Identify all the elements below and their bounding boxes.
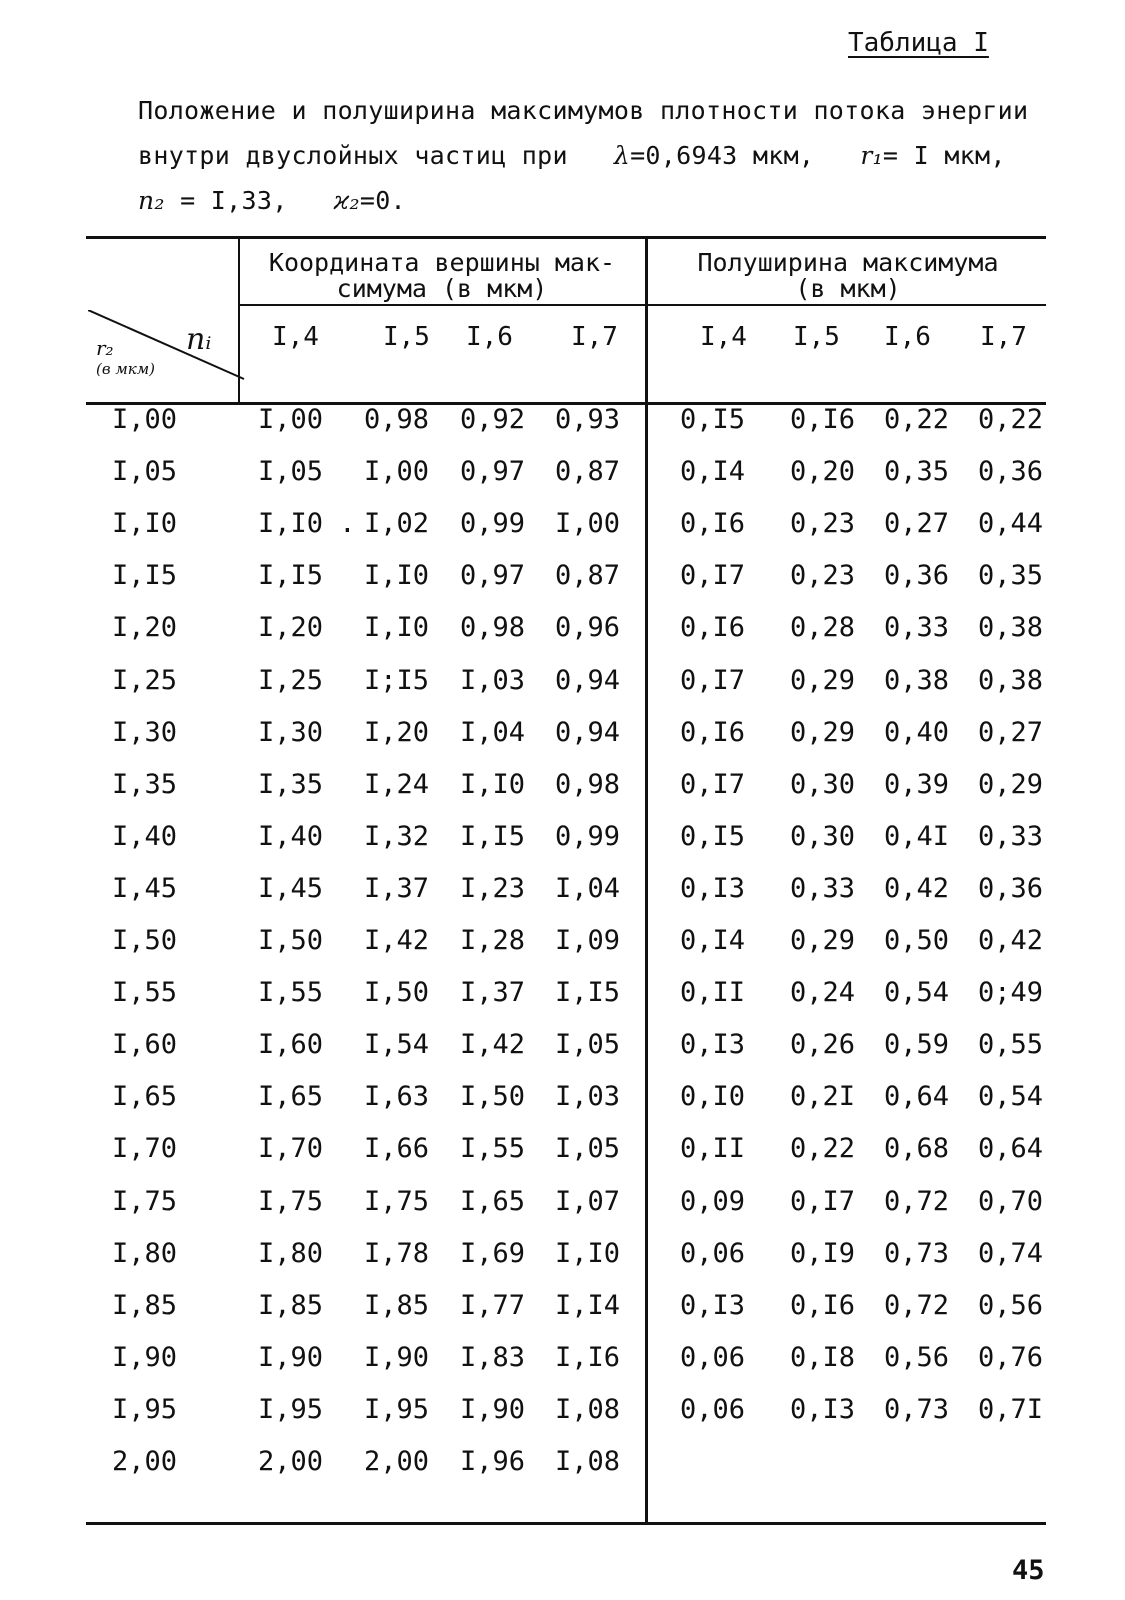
coordinate-cell: I,50	[460, 1081, 526, 1113]
halfwidth-cell: 0,20	[790, 456, 856, 488]
caption-text: внутри двуслойных частиц при	[138, 141, 568, 170]
coordinate-cell: I,42	[364, 925, 430, 956]
table-row	[0, 456, 1125, 506]
halfwidth-cell: 0,06	[680, 1341, 746, 1373]
halfwidth-cell: 0,73	[884, 1237, 950, 1269]
table-row	[0, 1133, 1125, 1183]
r2-cell: I,85	[112, 1289, 178, 1321]
coordinate-cell: I,37	[460, 977, 526, 1009]
coordinate-cell: I,75	[364, 1185, 430, 1217]
coordinate-cell: I,28	[460, 925, 526, 956]
table-row	[0, 1186, 1125, 1236]
coordinate-cell: I,I5	[258, 560, 324, 592]
coordinate-cell: I,04	[555, 872, 621, 904]
table-row	[0, 560, 1125, 610]
coordinate-cell: I,32	[364, 820, 430, 852]
halfwidth-cell: 0,I6	[790, 404, 856, 435]
coordinate-cell: I,95	[258, 1393, 324, 1425]
table-row	[0, 925, 1125, 975]
table-row	[0, 665, 1125, 715]
coordinate-cell: I,96	[460, 1446, 526, 1477]
halfwidth-cell: 0,I8	[790, 1341, 856, 1373]
r2-cell: I,90	[112, 1341, 178, 1373]
coordinate-cell: I,60	[258, 1029, 324, 1061]
coordinate-cell: 0,93	[555, 404, 621, 435]
halfwidth-cell: 0,I3	[680, 1029, 746, 1061]
r2-cell: I,70	[112, 1133, 178, 1165]
table-row	[0, 612, 1125, 662]
halfwidth-cell: 0,29	[978, 768, 1044, 800]
coordinate-cell: 0,87	[555, 560, 621, 592]
r2-cell: I,05	[112, 456, 178, 488]
coordinate-cell: I,77	[460, 1289, 526, 1321]
halfwidth-cell: 0,70	[978, 1185, 1044, 1217]
coordinate-cell: I,95	[364, 1393, 430, 1425]
r2-cell: I,40	[112, 820, 178, 852]
halfwidth-cell: 0,I6	[680, 612, 746, 644]
halfwidth-cell: 0,35	[884, 456, 950, 488]
width-col-header: I,7	[980, 322, 1027, 352]
halfwidth-cell: 0,26	[790, 1029, 856, 1061]
halfwidth-cell: 0,I6	[790, 1289, 856, 1321]
caption-line-2	[138, 133, 1088, 178]
coordinate-cell: I,85	[258, 1289, 324, 1321]
table-row	[0, 1290, 1125, 1340]
kappa2-symbol: ϰ₂	[333, 186, 360, 215]
coord-col-header: I,5	[383, 322, 430, 352]
halfwidth-cell: 0,II	[680, 1133, 746, 1165]
lambda-value: =0,6943 мкм,	[630, 141, 815, 170]
halfwidth-cell: 0,59	[884, 1029, 950, 1061]
coordinate-cell: I,83	[460, 1341, 526, 1373]
table-row	[0, 1342, 1125, 1392]
halfwidth-cell: 0,42	[978, 925, 1044, 956]
coordinate-cell: 2,00	[258, 1446, 324, 1477]
corner-row-unit: (в мкм)	[96, 360, 156, 378]
coordinate-cell: I,78	[364, 1237, 430, 1269]
halfwidth-cell: 0,56	[884, 1341, 950, 1373]
coordinate-cell: 0,98	[460, 612, 526, 644]
coordinate-cell: I,30	[258, 716, 324, 748]
coordinate-cell: I,07	[555, 1185, 621, 1217]
halfwidth-cell: 0,7I	[978, 1393, 1044, 1425]
coordinate-cell: I,65	[460, 1185, 526, 1217]
n2-symbol: n₂	[138, 186, 165, 215]
halfwidth-cell: 0,22	[790, 1133, 856, 1165]
table-title: Таблица I	[848, 28, 989, 58]
halfwidth-cell: 0,29	[790, 925, 856, 956]
halfwidth-cell: 0,35	[978, 560, 1044, 592]
coordinate-cell: 0,94	[555, 664, 621, 696]
coordinate-cell: I,20	[258, 612, 324, 644]
coordinate-cell: I,75	[258, 1185, 324, 1217]
width-col-header: I,4	[700, 322, 747, 352]
coordinate-cell: I,35	[258, 768, 324, 800]
coordinate-cell: I,00	[258, 404, 324, 435]
table-row	[0, 873, 1125, 923]
halfwidth-cell: 0,27	[978, 716, 1044, 748]
coordinate-cell: I,I0 .	[258, 508, 356, 540]
r2-cell: I,00	[112, 404, 178, 435]
halfwidth-cell: 0,I4	[680, 456, 746, 488]
r2-cell: I,45	[112, 872, 178, 904]
coordinate-cell: I,55	[460, 1133, 526, 1165]
halfwidth-cell: 0,33	[790, 872, 856, 904]
width-col-header: I,5	[793, 322, 840, 352]
r2-cell: I,65	[112, 1081, 178, 1113]
group-header-rule	[240, 304, 1046, 306]
coordinate-cell: I,40	[258, 820, 324, 852]
halfwidth-cell: 0,24	[790, 977, 856, 1009]
halfwidth-cell: 0,29	[790, 716, 856, 748]
halfwidth-cell: 0,72	[884, 1185, 950, 1217]
halfwidth-cell: 0,64	[978, 1133, 1044, 1165]
halfwidth-cell: 0,54	[978, 1081, 1044, 1113]
halfwidth-cell: 0,I5	[680, 820, 746, 852]
coordinate-cell: I,04	[460, 716, 526, 748]
coordinate-cell: 0,96	[555, 612, 621, 644]
caption-line-3	[138, 178, 1088, 223]
halfwidth-cell: 0,30	[790, 820, 856, 852]
r2-cell: I,30	[112, 716, 178, 748]
coordinate-cell: I,42	[460, 1029, 526, 1061]
halfwidth-cell: 0,I4	[680, 925, 746, 956]
halfwidth-cell: 0,38	[978, 664, 1044, 696]
coordinate-cell: I,45	[258, 872, 324, 904]
halfwidth-cell: 0,I0	[680, 1081, 746, 1113]
r2-cell: I,I0	[112, 508, 178, 540]
coordinate-cell: I,05	[258, 456, 324, 488]
coordinate-cell: I,03	[460, 664, 526, 696]
width-col-header: I,6	[884, 322, 931, 352]
coordinate-cell: I,37	[364, 872, 430, 904]
halfwidth-cell: 0,30	[790, 768, 856, 800]
coordinate-cell: I,90	[460, 1393, 526, 1425]
coordinate-cell: 0,97	[460, 456, 526, 488]
r2-cell: I,20	[112, 612, 178, 644]
halfwidth-cell: 0,42	[884, 872, 950, 904]
coordinate-cell: I,20	[364, 716, 430, 748]
table-bottom-rule	[86, 1522, 1046, 1525]
halfwidth-cell: 0,2I	[790, 1081, 856, 1113]
halfwidth-cell: 0,4I	[884, 820, 950, 852]
coordinate-cell: I,23	[460, 872, 526, 904]
halfwidth-cell: 0,56	[978, 1289, 1044, 1321]
coordinate-cell: I,02	[364, 508, 430, 540]
halfwidth-cell: 0,I7	[680, 560, 746, 592]
halfwidth-cell: 0,40	[884, 716, 950, 748]
corner-row-label: r₂	[96, 336, 114, 360]
r2-cell: I,35	[112, 768, 178, 800]
halfwidth-cell: 0;49	[978, 977, 1044, 1009]
coordinate-cell: I,50	[364, 977, 430, 1009]
table-row	[0, 1081, 1125, 1131]
coordinate-cell: I,69	[460, 1237, 526, 1269]
table-row	[0, 717, 1125, 767]
coordinate-cell: I,90	[258, 1341, 324, 1373]
r2-cell: 2,00	[112, 1446, 178, 1477]
halfwidth-cell: 0,II	[680, 977, 746, 1009]
coordinate-cell: 0,97	[460, 560, 526, 592]
table-row	[0, 508, 1125, 558]
halfwidth-cell: 0,50	[884, 925, 950, 956]
halfwidth-cell: 0,I6	[680, 716, 746, 748]
halfwidth-cell: 0,68	[884, 1133, 950, 1165]
coordinate-group-header: Координата вершины мак- симума (в мкм)	[268, 248, 616, 303]
coordinate-cell: I,24	[364, 768, 430, 800]
coordinate-cell: I,08	[555, 1446, 621, 1477]
halfwidth-cell: 0,54	[884, 977, 950, 1009]
caption-line-1: Положение и полуширина максимумов плотности потока энергии	[138, 96, 1029, 125]
r1-symbol: r₁	[860, 141, 883, 170]
table-row	[0, 769, 1125, 819]
halfwidth-cell: 0,38	[978, 612, 1044, 644]
coordinate-cell: I,I5	[460, 820, 526, 852]
halfwidth-cell: 0,22	[978, 404, 1044, 435]
r2-cell: I,60	[112, 1029, 178, 1061]
halfwidth-cell: 0,36	[978, 872, 1044, 904]
halfwidth-cell: 0,I3	[790, 1393, 856, 1425]
page-number: 45	[1012, 1555, 1045, 1586]
coordinate-cell: I,03	[555, 1081, 621, 1113]
coordinate-cell: 0,98	[364, 404, 430, 435]
halfwidth-cell: 0,38	[884, 664, 950, 696]
kappa2-value: =0.	[359, 186, 406, 215]
halfwidth-cell: 0,72	[884, 1289, 950, 1321]
table-caption	[138, 88, 1088, 223]
halfwidth-cell: 0,28	[790, 612, 856, 644]
coordinate-cell: I,05	[555, 1133, 621, 1165]
halfwidth-cell: 0,06	[680, 1237, 746, 1269]
halfwidth-cell: 0,76	[978, 1341, 1044, 1373]
lambda-symbol: λ	[613, 141, 631, 170]
halfwidth-cell: 0,36	[884, 560, 950, 592]
coordinate-cell: 0,87	[555, 456, 621, 488]
halfwidth-cell: 0,06	[680, 1393, 746, 1425]
halfwidth-cell: 0,I3	[680, 872, 746, 904]
halfwidth-cell: 0,I9	[790, 1237, 856, 1269]
table-top-rule	[86, 236, 1046, 239]
halfwidth-cell: 0,I7	[680, 664, 746, 696]
coordinate-cell: I,25	[258, 664, 324, 696]
coordinate-cell: I,I6	[555, 1341, 621, 1373]
table-row	[0, 1238, 1125, 1288]
coordinate-cell: I,08	[555, 1393, 621, 1425]
halfwidth-cell: 0,55	[978, 1029, 1044, 1061]
table-row	[0, 821, 1125, 871]
halfwidth-group-header: Полуширина максимума (в мкм)	[697, 248, 999, 303]
halfwidth-cell: 0,33	[884, 612, 950, 644]
coordinate-cell: I,85	[364, 1289, 430, 1321]
table-row	[0, 404, 1125, 454]
corner-col-label: nᵢ	[186, 322, 212, 357]
r2-cell: I,55	[112, 977, 178, 1009]
coordinate-cell: I,70	[258, 1133, 324, 1165]
coord-col-header: I,4	[272, 322, 319, 352]
halfwidth-cell: 0,64	[884, 1081, 950, 1113]
halfwidth-cell: 0,22	[884, 404, 950, 435]
coordinate-cell: I,00	[555, 508, 621, 540]
coordinate-cell: I,I0	[364, 560, 430, 592]
table-row	[0, 1029, 1125, 1079]
r1-value: = I мкм,	[882, 141, 1006, 170]
halfwidth-cell: 0,33	[978, 820, 1044, 852]
halfwidth-cell: 0,23	[790, 560, 856, 592]
halfwidth-cell: 0,I7	[790, 1185, 856, 1217]
r2-cell: I,I5	[112, 560, 178, 592]
coordinate-cell: I,00	[364, 456, 430, 488]
coordinate-cell: 0,98	[555, 768, 621, 800]
halfwidth-cell: 0,27	[884, 508, 950, 540]
coord-col-header: I,7	[571, 322, 618, 352]
halfwidth-cell: 0,I3	[680, 1289, 746, 1321]
coordinate-cell: I,63	[364, 1081, 430, 1113]
r2-cell: I,75	[112, 1185, 178, 1217]
coordinate-cell: I,66	[364, 1133, 430, 1165]
r2-cell: I,80	[112, 1237, 178, 1269]
halfwidth-cell: 0,23	[790, 508, 856, 540]
table-row	[0, 1446, 1125, 1496]
halfwidth-cell: 0,73	[884, 1393, 950, 1425]
coordinate-cell: I,80	[258, 1237, 324, 1269]
coordinate-cell: I,05	[555, 1029, 621, 1061]
halfwidth-cell: 0,29	[790, 664, 856, 696]
halfwidth-cell: 0,39	[884, 768, 950, 800]
coordinate-cell: I;I5	[364, 664, 430, 696]
coordinate-cell: I,I5	[555, 977, 621, 1009]
halfwidth-cell: 0,36	[978, 456, 1044, 488]
halfwidth-cell: 0,44	[978, 508, 1044, 540]
r2-cell: I,95	[112, 1393, 178, 1425]
coordinate-cell: I,65	[258, 1081, 324, 1113]
coordinate-cell: I,09	[555, 925, 621, 956]
coordinate-cell: I,I4	[555, 1289, 621, 1321]
halfwidth-cell: 0,09	[680, 1185, 746, 1217]
coordinate-cell: I,50	[258, 925, 324, 956]
coordinate-cell: 0,94	[555, 716, 621, 748]
coordinate-cell: I,54	[364, 1029, 430, 1061]
coord-col-header: I,6	[466, 322, 513, 352]
halfwidth-cell: 0,I7	[680, 768, 746, 800]
r2-cell: I,50	[112, 925, 178, 956]
coordinate-cell: I,I0	[460, 768, 526, 800]
coordinate-cell: 0,99	[460, 508, 526, 540]
r2-cell: I,25	[112, 664, 178, 696]
coordinate-cell: 0,99	[555, 820, 621, 852]
halfwidth-cell: 0,I5	[680, 404, 746, 435]
halfwidth-cell: 0,I6	[680, 508, 746, 540]
coordinate-cell: I,I0	[555, 1237, 621, 1269]
table-row	[0, 977, 1125, 1027]
table-row	[0, 1394, 1125, 1444]
halfwidth-cell: 0,74	[978, 1237, 1044, 1269]
n2-value: = I,33,	[180, 186, 288, 215]
coordinate-cell: 0,92	[460, 404, 526, 435]
coordinate-cell: I,90	[364, 1341, 430, 1373]
coordinate-cell: I,I0	[364, 612, 430, 644]
coordinate-cell: I,55	[258, 977, 324, 1009]
coordinate-cell: 2,00	[364, 1446, 430, 1477]
